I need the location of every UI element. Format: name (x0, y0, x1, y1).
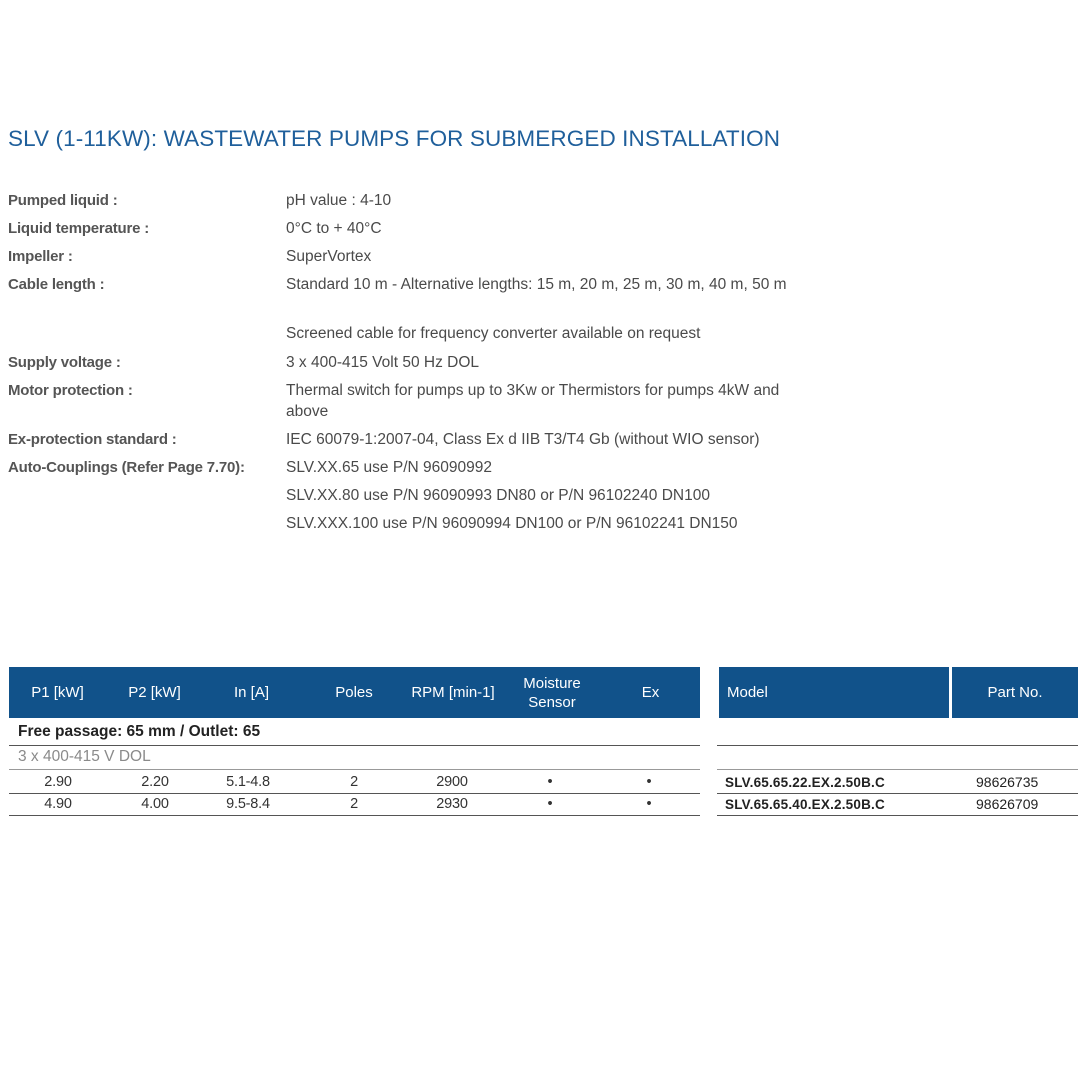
header-model: Model (727, 684, 768, 701)
cell-part-no: 98626709 (976, 796, 1039, 812)
cell-moisture: • (547, 796, 553, 812)
header-poles: Poles (335, 684, 373, 701)
cell-p1: 2.90 (44, 774, 72, 790)
spec-value-cable-length: Standard 10 m - Alternative lengths: 15 m, 20 m, 25 m, 30 m, 40 m, 50 m (286, 276, 787, 293)
spec-label-impeller: Impeller : (8, 248, 73, 265)
spec-value-cable-length-extra: Screened cable for frequency converter available on request (286, 325, 701, 342)
spec-label-pumped-liquid: Pumped liquid : (8, 192, 118, 209)
spec-value-auto-couplings-extra: SLV.XX.80 use P/N 96090993 DN80 or P/N 96102240 DN100 (286, 487, 710, 504)
group-subtitle: 3 x 400-415 V DOL (18, 748, 151, 765)
spec-value-auto-couplings-extra2: SLV.XXX.100 use P/N 96090994 DN100 or P/N 96102241 DN150 (286, 515, 738, 532)
cell-in: 5.1-4.8 (226, 774, 270, 790)
cell-moisture: • (547, 774, 553, 790)
divider-line (9, 793, 700, 794)
header-p2: P2 [kW] (128, 684, 181, 701)
cell-in: 9.5-8.4 (226, 796, 270, 812)
spec-value-pumped-liquid: pH value : 4-10 (286, 192, 392, 209)
spec-value-liquid-temperature: 0°C to + 40°C (286, 220, 382, 237)
group-title: Free passage: 65 mm / Outlet: 65 (18, 723, 261, 740)
cell-rpm: 2900 (436, 774, 468, 790)
cell-p1: 4.90 (44, 796, 72, 812)
cell-model: SLV.65.65.40.EX.2.50B.C (725, 797, 885, 812)
model-table-header (719, 667, 1078, 718)
spec-value-ex-protection: IEC 60079-1:2007-04, Class Ex d IIB T3/T4 Gb (without WIO sensor) (286, 431, 760, 448)
header-in: In [A] (233, 684, 270, 701)
divider-line (9, 745, 700, 746)
header-rpm: RPM [min-1] (411, 684, 495, 701)
spec-label-cable-length: Cable length : (8, 276, 105, 293)
spec-label-ex-protection: Ex-protection standard : (8, 431, 177, 448)
cell-ex: • (646, 796, 652, 812)
spec-value-impeller: SuperVortex (286, 248, 372, 265)
divider-line (9, 769, 700, 770)
spec-label-motor-protection: Motor protection : (8, 382, 133, 399)
cell-poles: 2 (350, 774, 358, 790)
spec-label-auto-couplings: Auto-Couplings (Refer Page 7.70): (8, 459, 245, 476)
header-moisture-sensor: Moisture Sensor (523, 674, 581, 711)
cell-p2: 4.00 (141, 796, 169, 812)
divider-line (9, 815, 700, 816)
cell-model: SLV.65.65.22.EX.2.50B.C (725, 775, 885, 790)
cell-ex: • (646, 774, 652, 790)
divider-line (717, 745, 1078, 746)
spec-label-supply-voltage: Supply voltage : (8, 354, 121, 371)
cell-part-no: 98626735 (976, 774, 1039, 790)
header-divider (949, 667, 952, 718)
cell-rpm: 2930 (436, 796, 468, 812)
divider-line (717, 793, 1078, 794)
divider-line (717, 769, 1078, 770)
cell-poles: 2 (350, 796, 358, 812)
cell-p2: 2.20 (141, 774, 169, 790)
page-title: SLV (1-11KW): WASTEWATER PUMPS FOR SUBMERGED INSTALLATION (8, 126, 781, 151)
header-p1: P1 [kW] (31, 684, 84, 701)
spec-value-supply-voltage: 3 x 400-415 Volt 50 Hz DOL (286, 354, 480, 371)
spec-label-liquid-temperature: Liquid temperature : (8, 220, 150, 237)
header-ex: Ex (641, 684, 660, 701)
spec-value-auto-couplings: SLV.XX.65 use P/N 96090992 (286, 459, 492, 476)
divider-line (717, 815, 1078, 816)
header-part-no: Part No. (987, 684, 1043, 701)
performance-table-header (9, 667, 700, 718)
spec-value-motor-protection: Thermal switch for pumps up to 3Kw or Thermistors for pumps 4kW and above (286, 382, 780, 420)
